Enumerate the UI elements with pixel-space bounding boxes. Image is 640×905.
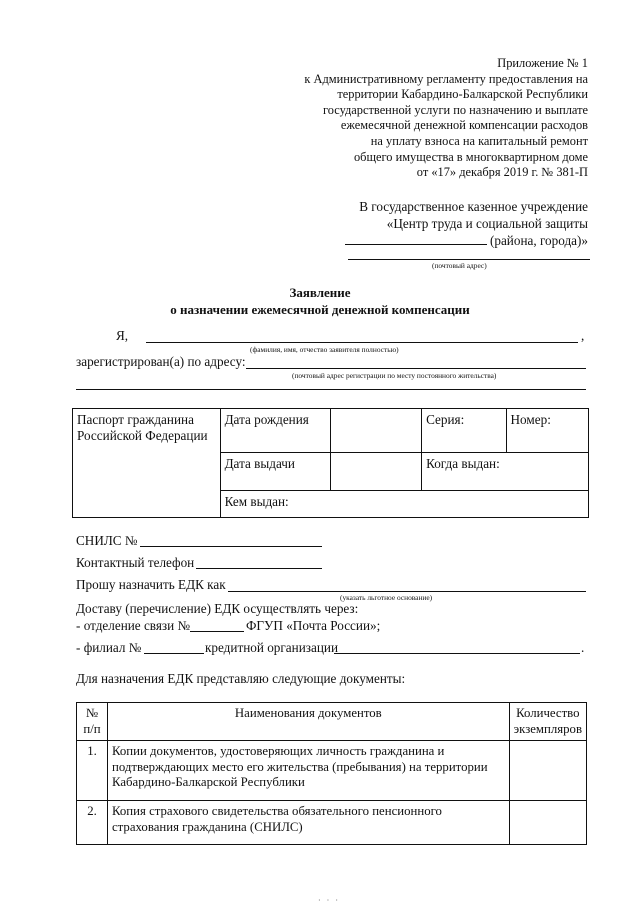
appendix-line: общего имущества в многоквартирном доме <box>353 149 588 164</box>
registered-address-blank-2[interactable] <box>76 389 586 390</box>
passport-label-cell: Паспорт гражданина Российской Федерации <box>73 409 221 518</box>
scan-artifact: · · · <box>318 896 340 905</box>
table-row <box>77 741 587 801</box>
branch-end: . <box>581 640 585 655</box>
snils-blank[interactable] <box>140 546 322 547</box>
appendix-line: от «17» декабря 2019 г. № 381-П <box>416 165 588 180</box>
phone-label: Контактный телефон <box>76 555 195 570</box>
credit-org-blank[interactable] <box>334 653 580 654</box>
birth-date-label: Дата рождения <box>220 409 331 453</box>
applicant-name-blank[interactable] <box>146 342 578 343</box>
registered-label: зарегистрирован(а) по адресу: <box>76 354 246 369</box>
addressee-line-2: «Центр труда и социальной защиты <box>386 216 588 231</box>
post-office-suffix: ФГУП «Почта России»; <box>246 618 381 633</box>
district-blank[interactable] <box>345 233 487 245</box>
request-label: Прошу назначить ЕДК как <box>76 577 226 592</box>
row-name: Копия страхового свидетельства обязательного пенсионного страхования гражданина (СНИЛС) <box>108 801 510 845</box>
appendix-line: Приложение № 1 <box>497 56 588 70</box>
documents-intro: Для назначения ЕДК представляю следующие документы: <box>76 671 406 686</box>
title-line-1: Заявление <box>289 285 351 300</box>
postal-address-blank[interactable] <box>348 259 590 260</box>
branch-middle: кредитной организации <box>205 640 339 655</box>
title-line-2: о назначении ежемесячной денежной компенсации <box>170 301 470 317</box>
post-office-prefix: - отделение связи № <box>76 618 191 633</box>
addressee-block <box>345 198 588 249</box>
post-office-number-blank[interactable] <box>190 631 244 632</box>
registered-address-blank[interactable] <box>246 368 586 369</box>
postal-address-caption: (почтовый адрес) <box>432 261 487 270</box>
branch-prefix: - филиал № <box>76 640 142 655</box>
applicant-comma: , <box>581 328 585 343</box>
issued-when-label: Когда выдан: <box>422 453 589 491</box>
header-name: Наименования документов <box>108 703 510 741</box>
branch-number-blank[interactable] <box>144 653 204 654</box>
number-label: Номер: <box>506 409 588 453</box>
applicant-name-caption: (фамилия, имя, отчество заявителя полностью) <box>250 345 399 354</box>
request-blank[interactable] <box>228 591 586 592</box>
header-num: № п/п <box>77 703 108 741</box>
row-num: 1. <box>77 741 108 801</box>
document-title <box>0 285 640 318</box>
row-name: Копии документов, удостоверяющих личность гражданина и подтверждающих место его жительства (пребывания) на территории Кабардино-Балкарской Республики <box>108 741 510 801</box>
phone-blank[interactable] <box>196 568 322 569</box>
issue-date-label: Дата выдачи <box>220 453 331 491</box>
table-row <box>77 801 587 845</box>
district-suffix: (района, города)» <box>489 233 588 248</box>
delivery-label: Доставу (перечисление) ЕДК осуществлять через: <box>76 601 359 616</box>
registered-address-caption: (почтовый адрес регистрации по месту постоянного жительства) <box>292 371 497 380</box>
appendix-line: на уплату взноса на капитальный ремонт <box>370 133 588 148</box>
issue-date-field[interactable] <box>331 453 422 491</box>
addressee-line-3 <box>345 232 588 249</box>
passport-table <box>72 408 589 518</box>
appendix-line: государственной услуги по назначению и выплате <box>322 102 588 117</box>
appendix-line: ежемесячной денежной компенсации расходов <box>340 118 588 133</box>
birth-date-field[interactable] <box>331 409 422 453</box>
series-label: Серия: <box>422 409 506 453</box>
row-qty[interactable] <box>509 741 586 801</box>
addressee-line-1: В государственное казенное учреждение <box>359 199 588 214</box>
row-qty[interactable] <box>509 801 586 845</box>
appendix-header <box>304 56 588 181</box>
request-caption: (указать льготное основание) <box>340 593 433 602</box>
snils-label: СНИЛС № <box>76 533 138 548</box>
header-qty: Количество экземпляров <box>509 703 586 741</box>
row-num: 2. <box>77 801 108 845</box>
applicant-i-label: Я, <box>116 328 129 343</box>
appendix-line: к Административному регламенту предоставления на <box>304 71 588 86</box>
issued-by-label: Кем выдан: <box>220 491 588 518</box>
documents-table <box>76 702 587 845</box>
appendix-line: территории Кабардино-Балкарской Республики <box>337 87 588 102</box>
